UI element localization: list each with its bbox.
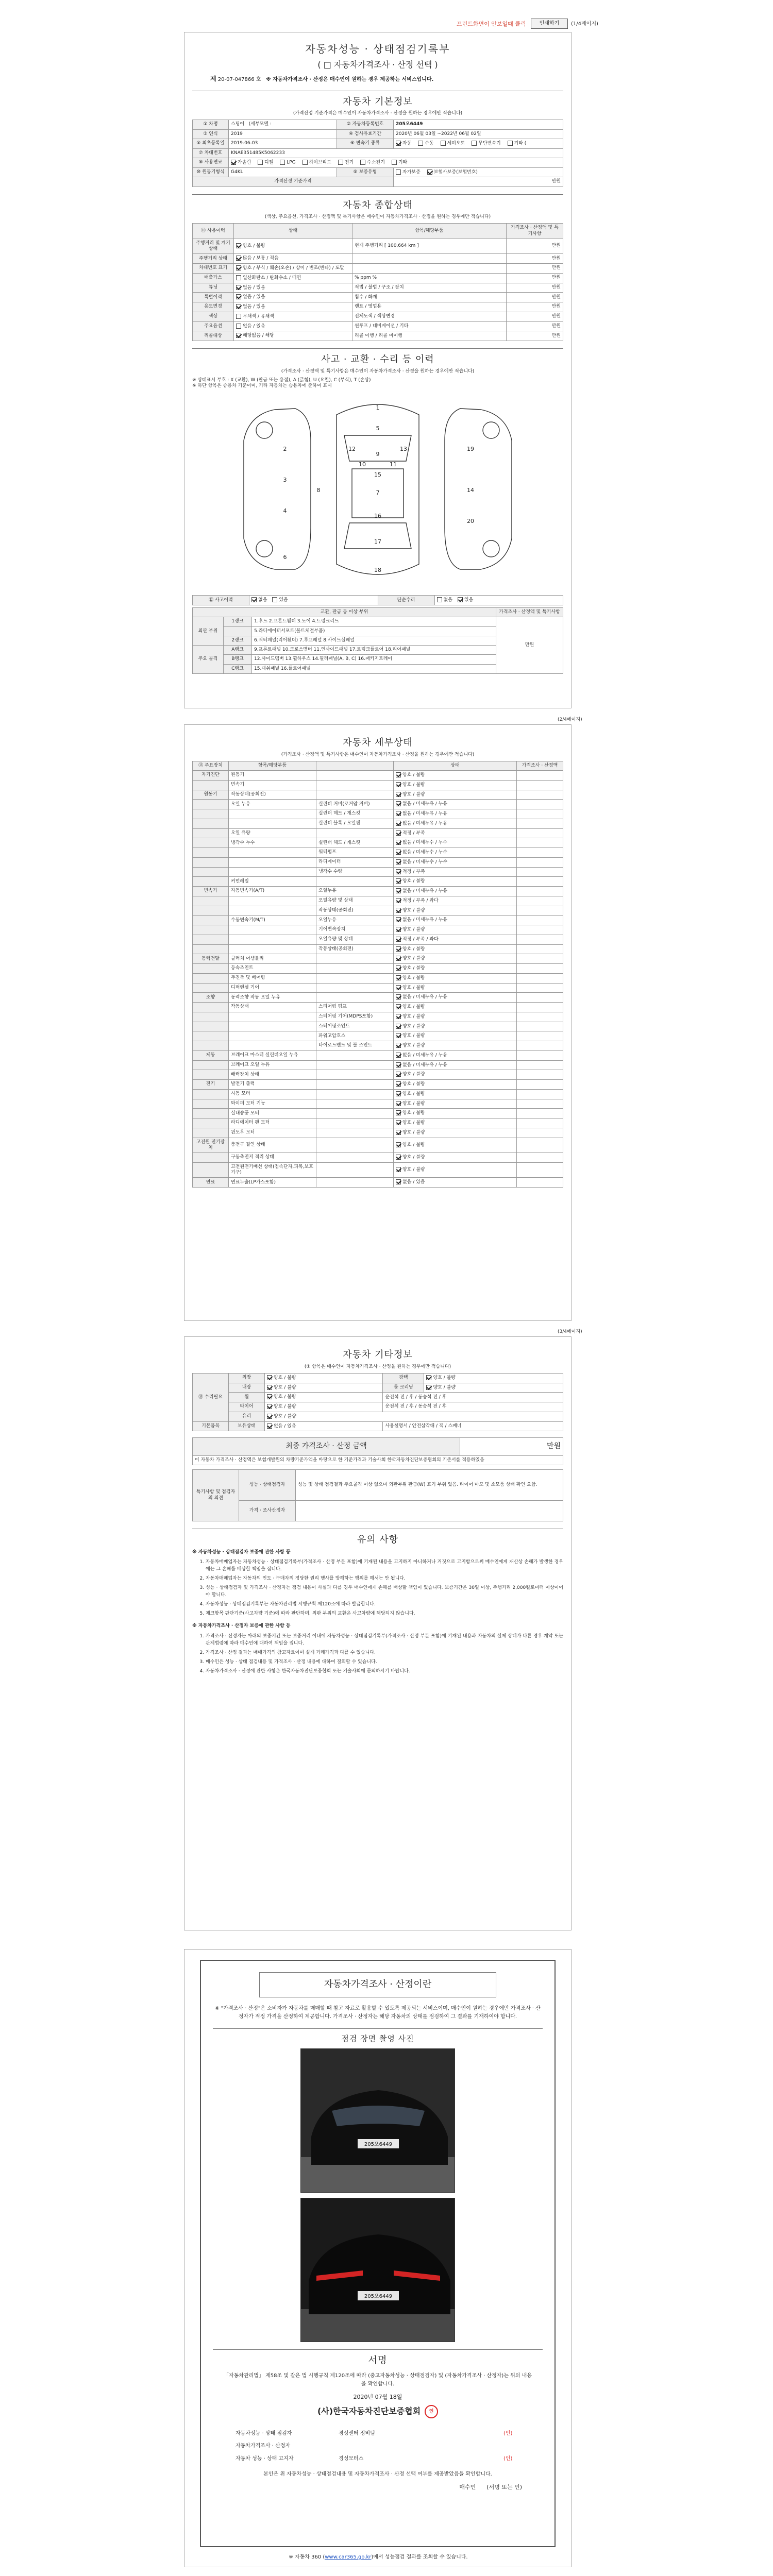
table-row: 전기 발전기 출력 양호 / 불량 <box>193 1080 563 1090</box>
table-row: 변속기 양호 / 불량 <box>193 780 563 790</box>
table-row: 기어변속장치 양호 / 불량 <box>193 925 563 935</box>
table-row: 오일유량 및 상태 적정 / 부족 / 과다 <box>193 935 563 944</box>
table-row: 특별이력 없음 / 있음 침수 / 화재 만원 <box>193 293 563 302</box>
engine-label: ⑩ 원동기형식 <box>193 167 229 177</box>
checkbox-icon <box>236 243 241 248</box>
diagram-label-4: 4 <box>283 507 287 515</box>
accident-question-table: ⑫ 사고이력 없음 있음 단순수리 없음 있음 <box>192 595 563 605</box>
table-row: 오일 누유 실린더 커버(로커암 커버) 없음 / 미세누유 / 누유 <box>193 800 563 809</box>
checkbox-icon <box>236 333 241 338</box>
first-reg-value: 2019-06-03 <box>229 139 337 148</box>
table-row: 타이어 양호 / 불량 운전석 전 / 후 / 동승석 전 / 후 <box>193 1402 563 1412</box>
warranty-options: 자가보증 보험사보증(보험번호) <box>394 167 563 177</box>
sign-frame <box>200 1960 556 2547</box>
signer-table <box>233 2428 522 2466</box>
car-damage-diagram <box>233 394 522 590</box>
general-head-2: 항목/해당부품 <box>352 224 507 239</box>
top-bar <box>0 0 773 28</box>
diagram-label-3: 3 <box>283 477 287 484</box>
sign-title: 서명 <box>213 2349 543 2367</box>
checkbox-icon <box>267 1423 272 1429</box>
diagram-label-13: 13 <box>400 446 407 453</box>
checkbox-icon <box>396 937 401 942</box>
print-help-link[interactable]: 프린트화면이 안보일때 클릭 <box>457 21 526 27</box>
table-row: 튜닝 없음 / 있음 적법 / 불법 / 구조 / 장치 만원 <box>193 283 563 293</box>
plate-text-1: 205오6449 <box>364 2142 393 2148</box>
other-info-table <box>192 1373 563 1432</box>
checkbox-icon <box>396 908 401 913</box>
checkbox-icon <box>267 1404 272 1409</box>
diagram-label-6: 6 <box>283 554 287 561</box>
accident-history-title: 사고 · 교환 · 수리 등 이력 <box>192 348 563 366</box>
checkbox-icon <box>396 927 401 932</box>
table-row: 기본품목 보유상태 없음 / 있음 사용설명서 / 안전삼각대 / 잭 / 스패너 <box>193 1421 563 1431</box>
fuel-label: ⑧ 사용연료 <box>193 158 229 167</box>
doc-no-suffix: 호 <box>256 77 261 82</box>
checkbox-icon <box>338 160 343 165</box>
detail-status-note: (가격조사 · 산정액 및 특기사항은 매수인이 자동차가격조사 · 산정을 원하는 경우에만 적습니다) <box>281 752 475 757</box>
inspection-photo-rear <box>300 2198 455 2342</box>
car365-link[interactable]: www.car365.go.kr <box>325 2554 372 2560</box>
detail-status-table: ⑬ 주요장치 항목/해당부품 상태 가격조사 · 산정액 자기진단 원동기 양호 / 불량 변속기 양호 / 불량 원동기 작동상태(공회전) 양호 / 불량 오일 누유 실린더 커버(로커암 커버) 없음 / 미세누유 / 누유 실린더 헤드 / 개스킷 없음 / 미세누유 / 누유 실린더 블록 / 오일팬 없음 / 미세누유 / 누유 오일 유량 적정 / 부족 냉각수 누수 실린더 헤드 / 개스킷 없음 / 미세누수 / 누수 워터펌프 없음 / 미세누수 / 누수 라디에이터 없음 / 미세누수 / 누수 냉각수 수량 적정 / 부족 커먼레일 양호 / 불량 변속기 자동변속기(A/T) 오일누유 없음 / 미세누유 / 누유 오일유량 및 상태 적정 / 부족 / 과다 작동상태(공회전) 양호 / 불량 수동변속기(M/T) 오일누유 없음 / 미세누유 / 누유 기어변속장치 양호 / 불량 오일유량 및 상태 적정 / 부족 / 과다 작동상태(공회전) 양호 / 불량 동력전달 클러치 어셈블리 양호 / 불량 등속조인트 양호 / 불량 추진축 및 베어링 양호 / 불량 디퍼렌셜 기어 양호 / 불량 조향 동력조향 작동 오일 누유 없음 / 미세누유 / 누유 작동상태 스티어링 펌프 양호 / 불량 스티어링 기어(MDPS포함) 양호 / 불량 스티어링조인트 양호 / 불량 파워고압호스 양호 / 불량 타이로드엔드 및 볼 조인트 양호 / 불량 제동 브레이크 마스터 실린더오일 누유 없음 / 미세누유 / 누유 브레이크 오일 누유 없음 / 미세누유 / 누유 배력장치 상태 양호 / 불량 전기 발전기 출력 양호 / 불량 시동 모터 양호 / 불량 와이퍼 모터 기능 양호 / 불량 실내송풍 모터 양호 / 불량 라디에이터 팬 모터 양호 / 불량 윈도우 모터 양호 / 불량 고전원 전기장치 충전구 절연 상태 양호 / 불량 구동축전지 격리 상태 양호 / 불량 고전원전기배선 상태(접속단자,피복,보호기구) 양호 / 불량 연료 연료누출(LP가스포함) 없음 / 있음 <box>192 761 563 1188</box>
diagram-label-14: 14 <box>467 487 474 494</box>
trans-options: 자동 수동 세미오토 무단변속기 기타 ( <box>394 139 563 148</box>
table-row: 타이로드엔드 및 볼 조인트 양호 / 불량 <box>193 1041 563 1051</box>
trans-label: ⑥ 변속기 종류 <box>337 139 394 148</box>
diagram-label-12: 12 <box>348 446 356 453</box>
table-row: 주행거리 상태 많음 / 보통 / 적음 만원 <box>193 254 563 264</box>
diagram-label-11: 11 <box>390 461 397 468</box>
price-base-unit: 만원 <box>394 177 563 187</box>
checkbox-icon <box>396 1062 401 1067</box>
checkbox-icon <box>396 840 401 845</box>
table-row: 브레이크 오일 누유 없음 / 미세누유 / 누유 <box>193 1060 563 1070</box>
table-row: 자동차가격조사 · 산정자 <box>236 2443 291 2449</box>
accident-history-note: (가격조사 · 산정액 및 특기사항은 매수인이 자동차가격조사 · 산정을 원하는 경우에만 적습니다) <box>281 368 475 374</box>
checkbox-icon <box>396 975 401 980</box>
document-title: 자동차성능 · 상태점검기록부 <box>305 43 450 55</box>
checkbox-icon <box>441 141 446 146</box>
checkbox-icon <box>396 1053 401 1058</box>
checkbox-icon <box>472 141 477 146</box>
first-reg-label: ⑤ 최초등록일 <box>193 139 229 148</box>
table-row: 워터펌프 없음 / 미세누수 / 누수 <box>193 848 563 858</box>
table-row: 라디에이터 없음 / 미세누수 / 누수 <box>193 857 563 867</box>
table-row: 스티어링조인트 양호 / 불량 <box>193 1022 563 1031</box>
table-row: 냉각수 누수 실린더 헤드 / 개스킷 없음 / 미세누수 / 누수 <box>193 838 563 848</box>
diagram-label-7: 7 <box>376 489 380 497</box>
general-status-title: 자동차 종합상태 <box>192 194 563 212</box>
page-indicator-3: (3/4페이지) <box>558 1329 582 1334</box>
table-row: ⑭ 수리필요 외장 양호 / 불량 광택 양호 / 불량 <box>193 1373 563 1383</box>
table-row: 등속조인트 양호 / 불량 <box>193 964 563 974</box>
diagram-label-19: 19 <box>467 446 474 453</box>
checkbox-icon <box>396 965 401 971</box>
checkbox-icon <box>426 1375 431 1380</box>
table-row: 파워고압호스 양호 / 불량 <box>193 1031 563 1041</box>
table-row: 배력장치 상태 양호 / 불량 <box>193 1070 563 1080</box>
checkbox-icon <box>396 821 401 826</box>
valid-value: 2020년 06월 03일 ~2022년 06월 02일 <box>394 129 563 139</box>
basic-info-note: (가격산정 기준가격은 매수인이 자동차가격조사 · 산정을 원하는 경우에만 적습니다) <box>293 111 463 116</box>
table-row: 조향 동력조향 작동 오일 누유 없음 / 미세누유 / 누유 <box>193 993 563 1003</box>
table-row: 추진축 및 베어링 양호 / 불량 <box>193 973 563 983</box>
checkbox-icon <box>508 141 513 146</box>
notice-body: ※ 자동차성능 · 상태점검자 보증에 관한 사항 등 1. 자동차매매업자는 자동차성능 · 상태점검기록부(가격조사 · 산정 부분 포함)에 기재된 내용을 고지하지 아니하거나 거짓으로 고지함으로써 매수인에게 재산상 손해가 발생한 경우에는 그 손해를 배상할 책임을 집니다. 2. 자동차매매업자는 자동차의 인도 · 구매자의 정당한 권리 행사를 방해하는 행위를 해서는 안 됩니다. 3. 성능 · 상태점검자 및 가격조사 · 산정자는 점검 내용이 사실과 다를 경우 매수인에게 손해를 배상할 책임이 있습니다. 보증기간은 30일 이상, 주행거리 2,000킬로미터 이상이어야 합니다. 4. 자동차성능 · 상태점검기록부는 자동차관리법 시행규칙 제120조에 따라 발급합니다. 5. 체크항목 판단기준(사고차량 기준)에 따라 판단하며, 외판 부위의 교환은 사고차량에 해당되지 않습니다. ※ 자동차가격조사 · 산정자 보증에 관한 사항 등 1. 가격조사 · 산정자는 아래의 보증기간 또는 보증거리 이내에 자동차성능 · 상태점검기록부(가격조사 · 산정 부분 포함)에 기재된 내용과 자동차의 실제 상태가 다른 경우 계약 또는 관계법령에 따라 매수인에 대하여 책임을 집니다. 2. 가격조사 · 산정 결과는 매매가격의 참고자료이며 실제 거래가격과 다를 수 있습니다. 3. 매수인은 성능 · 상태 점검내용 및 가격조사 · 산정 내용에 대하여 질의할 수 있습니다. 4. 자동차가격조사 · 산정에 관한 사항은 한국자동차진단보증협회 또는 기술사회에 문의하시기 바랍니다. <box>192 1549 563 1675</box>
sign-note: 「자동차관리법」 제58조 및 같은 법 시행규칙 제120조에 따라 (중고자동차성능 · 상태점검자) 및 (자동차가격조사 · 산정자)는 위의 내용을 확인합니다. <box>224 2372 532 2387</box>
checkbox-icon <box>267 1394 272 1399</box>
diagram-label-10: 10 <box>359 461 366 468</box>
detail-status-title: 자동차 세부상태 <box>343 737 413 748</box>
table-row: 작동상태(공회전) 양호 / 불량 <box>193 944 563 954</box>
table-row: 용도변경 없음 / 있음 렌트 / 영업용 만원 <box>193 302 563 312</box>
warranty-label: ⑨ 보증유형 <box>337 167 394 177</box>
checkbox-icon <box>396 1155 401 1160</box>
plate-text-2: 205오6449 <box>364 2294 393 2300</box>
checkbox-icon <box>236 314 241 319</box>
car-front-photo-icon <box>301 2049 455 2193</box>
diagram-label-20: 20 <box>467 518 474 525</box>
table-row: 스티어링 기어(MDPS포함) 양호 / 불량 <box>193 1012 563 1022</box>
checkbox-icon <box>396 1081 401 1087</box>
table-row: 냉각수 수량 적정 / 부족 <box>193 867 563 877</box>
photo-title: 점검 장면 촬영 사진 <box>213 2028 543 2044</box>
document-subtitle: ( □ 자동차가격조사 · 산정 선택 ) <box>317 60 438 70</box>
car-name-cell: 스팅어 (세부모델 : <box>229 120 337 129</box>
checkbox-icon <box>396 831 401 836</box>
table-row: 주요옵션 없음 / 있음 썬루프 / 네비게이션 / 기타 만원 <box>193 321 563 331</box>
checkbox-icon <box>396 1130 401 1135</box>
table-row: 윈도우 모터 양호 / 불량 <box>193 1128 563 1138</box>
buyer-row: 매수인 (서명 또는 인) <box>459 2484 522 2490</box>
table-row: 자동차성능 · 상태 점검자 경성센터 정비팀 (인) <box>236 2430 513 2436</box>
diagram-label-8: 8 <box>316 487 321 494</box>
table-row: 작동상태 스티어링 펌프 양호 / 불량 <box>193 1003 563 1012</box>
vin-label: ⑦ 차대번호 <box>193 148 229 158</box>
checkbox-icon <box>236 275 241 280</box>
checkbox-icon <box>231 160 236 165</box>
table-row: 휠 양호 / 불량 운전석 전 / 후 / 동승석 전 / 후 <box>193 1393 563 1402</box>
print-button[interactable]: 인쇄하기 <box>531 19 568 29</box>
basic-info-title: 자동차 기본정보 <box>192 91 563 108</box>
checkbox-icon <box>267 1375 272 1380</box>
table-row: 디퍼렌셜 기어 양호 / 불량 <box>193 983 563 993</box>
table-row: 색상 무채색 / 유채색 전체도색 / 색상변경 만원 <box>193 312 563 321</box>
checkbox-icon <box>236 256 241 261</box>
checkbox-icon <box>418 141 423 146</box>
table-row: 오일 유량 적정 / 부족 <box>193 828 563 838</box>
basic-info-table <box>192 120 563 187</box>
sheet-page-4 <box>184 1949 572 2567</box>
reg-no-value: 205오6449 <box>394 120 563 129</box>
table-row: 배출가스 일산화탄소 / 탄화수소 / 매연 % ppm % 만원 <box>193 273 563 283</box>
final-price-table: 최종 가격조사 · 산정 금액 만원 이 자동차 가격조사 · 산정액은 보험개발원의 차량기준가액을 바탕으로 한 기준가격과 기술사회 한국자동차진단보증협회의 기준서를 적용하였음 <box>192 1437 563 1465</box>
price-base-label: 가격산정 기준가격 <box>193 177 394 187</box>
seal-stamp: 인 <box>425 2405 438 2418</box>
checkbox-icon <box>396 1004 401 1009</box>
checkbox-icon <box>396 859 401 865</box>
other-info-note: (① 항목은 매수인이 자동차가격조사 · 산정을 원하는 경우에만 적습니다) <box>304 1364 451 1369</box>
vin-value: KNAE351485K5062233 <box>229 148 563 158</box>
car-name-label: ① 차명 <box>193 120 229 129</box>
checkbox-icon <box>396 811 401 816</box>
checkbox-icon <box>396 878 401 884</box>
checkbox-icon <box>396 792 401 797</box>
checkbox-icon <box>396 1072 401 1077</box>
checkbox-icon <box>258 160 263 165</box>
price-service-title: 자동차가격조사 · 산정이란 <box>259 1972 496 1997</box>
checkbox-icon <box>396 850 401 855</box>
other-info-title: 자동차 기타정보 <box>343 1349 413 1360</box>
table-row: 연료 연료누출(LP가스포함) 없음 / 있음 <box>193 1178 563 1188</box>
reg-no-label: ② 자동차등록번호 <box>337 120 394 129</box>
valid-label: ④ 검사유효기간 <box>337 129 394 139</box>
table-row: 작동상태(공회전) 양호 / 불량 <box>193 906 563 916</box>
checkbox-icon <box>396 869 401 874</box>
table-row: 커먼레일 양호 / 불량 <box>193 877 563 887</box>
sheet-page-1 <box>184 32 572 708</box>
checkbox-icon <box>396 1179 401 1184</box>
checkbox-icon <box>426 1385 431 1390</box>
checkbox-icon <box>396 946 401 952</box>
year-label: ③ 연식 <box>193 129 229 139</box>
sign-organization: (사)한국자동차진단보증협회 인 <box>201 2405 554 2418</box>
table-row: 와이퍼 모터 기능 양호 / 불량 <box>193 1099 563 1109</box>
table-row: 실내송풍 모터 양호 / 불량 <box>193 1109 563 1118</box>
checkbox-icon <box>236 304 241 309</box>
diagram-label-9: 9 <box>376 451 380 458</box>
general-head-3: 가격조사 · 산정액 및 특기사항 <box>507 224 563 239</box>
checkbox-icon <box>396 801 401 806</box>
checkbox-icon <box>396 1043 401 1048</box>
checkbox-icon <box>267 1385 272 1390</box>
diagram-label-18: 18 <box>374 567 381 574</box>
checkbox-icon <box>396 888 401 893</box>
doc-no-label: 제 <box>210 75 216 82</box>
table-row: 자기진단 원동기 양호 / 불량 <box>193 771 563 781</box>
checkbox-icon <box>396 1110 401 1115</box>
table-row: 오일유량 및 상태 적정 / 부족 / 과다 <box>193 896 563 906</box>
table-row: 변속기 자동변속기(A/T) 오일누유 없음 / 미세누유 / 누유 <box>193 887 563 896</box>
checkbox-icon <box>396 1101 401 1106</box>
diagram-label-1: 1 <box>376 404 380 412</box>
checkbox-icon <box>458 597 463 602</box>
checkbox-icon <box>236 285 241 290</box>
document-number-row <box>210 75 571 83</box>
table-row: 고전원전기배선 상태(접속단자,피복,보호기구) 양호 / 불량 <box>193 1162 563 1178</box>
table-row: 동력전달 클러치 어셈블리 양호 / 불량 <box>193 954 563 964</box>
diagram-label-16: 16 <box>374 513 381 520</box>
page-indicator-2: (2/4페이지) <box>558 717 582 722</box>
receipt-note: 본인은 위 자동차성능 · 상태점검내용 및 자동차가격조사 · 산정 선택 여부를 제공받았음을 확인합니다. <box>263 2471 492 2477</box>
table-row: 실린더 헤드 / 개스킷 없음 / 미세누유 / 누유 <box>193 809 563 819</box>
table-row: 자동차 성능 · 상태 고지자 경성모터스 (인) <box>236 2455 513 2462</box>
checkbox-icon <box>427 170 432 175</box>
accident-desc: ※ 상태표시 부호 : X (교환), W (판금 또는 용접), A (긁힘), U (요철), C (부식), T (손상) ※ 하단 항목은 승용차 기준이며, 기타 자동차는 승용차에 준하여 표시 <box>192 377 371 388</box>
car365-footer: ※ 자동차 360 (www.car365.go.kr)에서 성능점검 결과를 조회할 수 있습니다. <box>289 2554 468 2560</box>
general-status-table <box>192 223 563 341</box>
year-value: 2019 <box>229 129 337 139</box>
checkbox-icon <box>437 597 442 602</box>
diagram-label-2: 2 <box>283 446 287 453</box>
table-row: 구동축전지 격리 상태 양호 / 불량 <box>193 1153 563 1163</box>
car-outline-icon <box>233 394 522 590</box>
checkbox-icon <box>396 1091 401 1096</box>
table-row: 리콜대상 해당없음 / 해당 리콜 이행 / 리콜 미이행 만원 <box>193 331 563 341</box>
checkbox-icon <box>396 782 401 787</box>
table-row: 제동 브레이크 마스터 실린더오일 누유 없음 / 미세누유 / 누유 <box>193 1050 563 1060</box>
checkbox-icon <box>303 160 308 165</box>
engine-value: G4KL <box>229 167 337 177</box>
checkbox-icon <box>360 160 365 165</box>
checkbox-icon <box>280 160 285 165</box>
table-row: 시동 모터 양호 / 불량 <box>193 1089 563 1099</box>
checkbox-icon <box>392 160 397 165</box>
checkbox-icon <box>396 1024 401 1029</box>
diagram-label-5: 5 <box>376 425 380 432</box>
checkbox-icon <box>396 141 401 146</box>
checkbox-icon <box>236 324 241 329</box>
notice-title: 유의 사항 <box>192 1529 563 1546</box>
general-head-1: 상태 <box>234 224 352 239</box>
sheet-page-2 <box>184 724 572 1321</box>
table-row: 차대번호 표기 양호 / 부식 / 훼손(오손) / 상이 / 변조(변타) / 도말 만원 <box>193 264 563 274</box>
sheet-page-3 <box>184 1336 572 1930</box>
checkbox-icon <box>396 170 401 175</box>
table-row: 고전원 전기장치 충전구 절연 상태 양호 / 불량 <box>193 1138 563 1153</box>
table-row: 원동기 작동상태(공회전) 양호 / 불량 <box>193 790 563 800</box>
checkbox-icon <box>396 917 401 922</box>
checkbox-icon <box>251 597 257 602</box>
diagram-label-15: 15 <box>374 471 381 479</box>
page-indicator: (1/4페이지) <box>571 21 598 27</box>
doc-notice: ※ 자동차가격조사 · 산정은 매수인이 원하는 경우 제공하는 서비스입니다. <box>266 77 434 82</box>
checkbox-icon <box>396 1142 401 1147</box>
checkbox-icon <box>396 1033 401 1038</box>
checkbox-icon <box>272 597 277 602</box>
doc-no: 20-07-047866 <box>217 77 255 82</box>
general-head-0: ⑪ 사용이력 <box>193 224 234 239</box>
diagram-label-17: 17 <box>374 538 381 546</box>
checkbox-icon <box>396 1120 401 1125</box>
checkbox-icon <box>396 1167 401 1172</box>
table-row: 수동변속기(M/T) 오일누유 없음 / 미세누유 / 누유 <box>193 916 563 925</box>
car-rear-photo-icon <box>301 2198 455 2342</box>
general-status-note: (색상, 주요옵션, 가격조사 · 산정액 및 특기사항은 매수인이 자동차가격조사 · 산정을 원하는 경우에만 적습니다) <box>264 214 491 219</box>
table-row: 주행거리 및 계기상태 양호 / 불량 현재 주행거리 [ 100,664 km ] 만원 <box>193 239 563 254</box>
table-row: 유리 양호 / 불량 <box>193 1412 563 1421</box>
frame-table: 교환, 판금 등 이상 부위 가격조사 · 산정액 및 특기사항 외판 부위 1랭크 1.후드 2.프론트휀더 3.도어 4.트렁크리드 만원 5.라디에이터서포트(볼트체결부품) 2랭크 6.쿼터패널(리어휀더) 7.루프패널 8.사이드실패널 주요 골격 A랭크 9.프론트패널 10.크로스멤버 11.인사이드패널 17.트렁크플로어 18.리어패널 B랭크 12.사이드멤버 13.휠하우스 14.필러패널(A, B, C) 16.패키지트레이 C랭크 15.대쉬패널 16.플로어패널 <box>192 607 563 674</box>
checkbox-icon <box>396 994 401 999</box>
checkbox-icon <box>396 772 401 777</box>
table-row: 실린더 블록 / 오일팬 없음 / 미세누유 / 누유 <box>193 819 563 828</box>
checkbox-icon <box>396 956 401 961</box>
sign-date: 2020년 07월 18일 <box>353 2393 402 2400</box>
price-service-notice: ※ "가격조사 · 산정"은 소비자가 자동차를 매매할 때 참고 자료로 활용할 수 있도록 제공되는 서비스이며, 매수인이 원하는 경우에만 가격조사 · 산정자가 적정 가격을 산정하여 제공합니다. 가격조사 · 산정자는 해당 자동차의 상태를 점검하여 그 결과를 기재하여야 합니다. <box>215 2005 541 2020</box>
fuel-options: 가솔린 디젤 LPG 하이브리드 전기 수소전기 기타 <box>229 158 563 167</box>
checkbox-icon <box>236 265 241 270</box>
checkbox-icon <box>267 1414 272 1419</box>
checkbox-icon <box>396 985 401 990</box>
table-row: 내장 양호 / 불량 룸 크리닝 양호 / 불량 <box>193 1383 563 1393</box>
checkbox-icon <box>396 1014 401 1019</box>
inspector-opinion-table: 특기사항 및 점검자의 의견 성능 · 상태점검자 성능 및 상태 점검결과 주요골격 이상 없으며 외판부위 판금(W) 표기 부위 있음. 타이어 마모 및 소모품 상태 확인 요함. 가격 · 조사산정자 <box>192 1469 563 1521</box>
checkbox-icon <box>396 898 401 903</box>
table-row: 라디에이터 팬 모터 양호 / 불량 <box>193 1118 563 1128</box>
checkbox-icon <box>236 294 241 299</box>
inspection-photo-front <box>300 2048 455 2193</box>
